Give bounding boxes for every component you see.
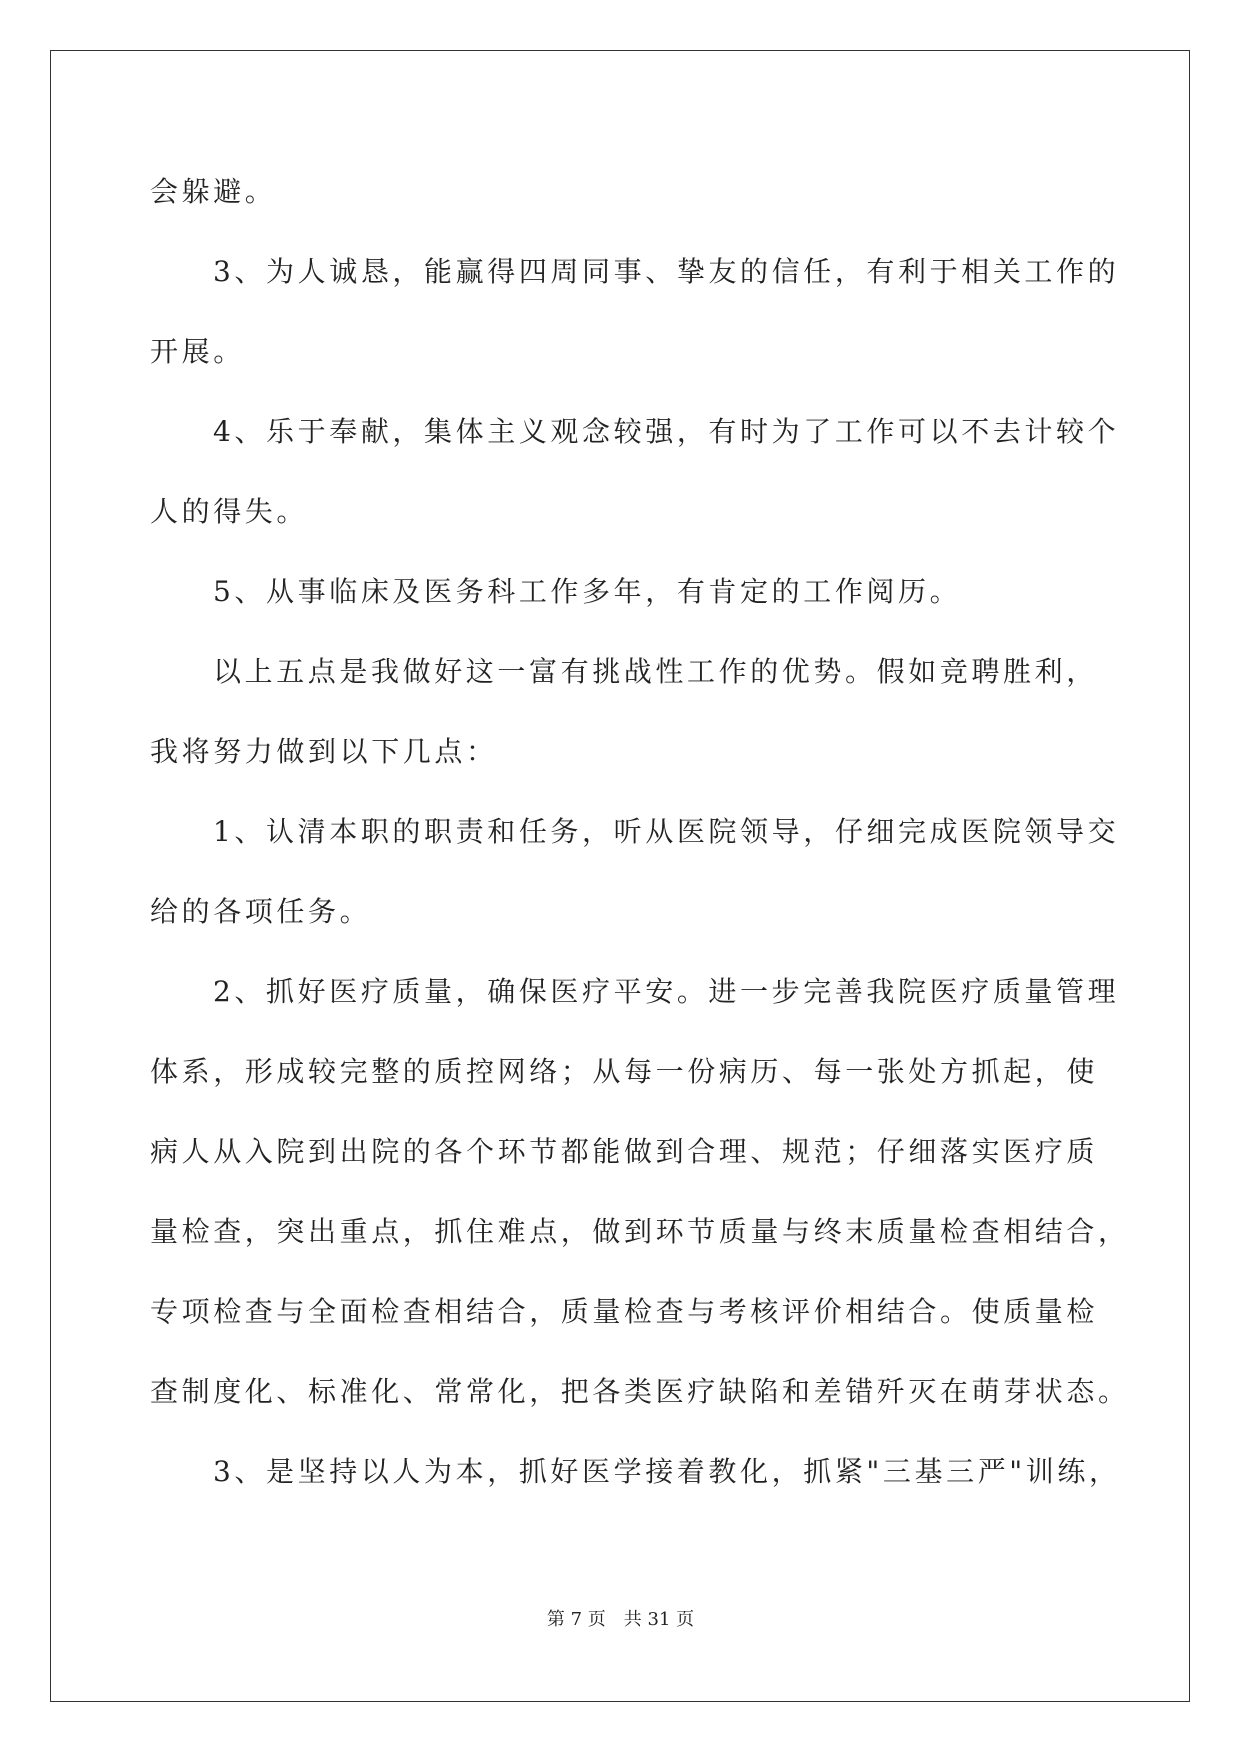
page-footer xyxy=(0,1605,1241,1631)
text-line: 我将努力做到以下几点： xyxy=(150,735,498,768)
document-body xyxy=(150,152,1130,1512)
text-line: 开展。 xyxy=(150,335,245,368)
text-line: 1、认清本职的职责和任务，听从医院领导，仔细完成医院领导交 xyxy=(213,815,1120,848)
text-line: 5、从事临床及医务科工作多年，有肯定的工作阅历。 xyxy=(213,575,962,608)
text-line: 以上五点是我做好这一富有挑战性工作的优势。假如竞聘胜利， xyxy=(213,655,1098,688)
page-number: 第 7 页 共 31 页 xyxy=(546,1609,695,1630)
text-line: 会躲避。 xyxy=(150,175,277,208)
text-line: 3、为人诚恳，能赢得四周同事、挚友的信任，有利于相关工作的 xyxy=(213,255,1120,288)
text-line: 给的各项任务。 xyxy=(150,895,372,928)
text-line: 病人从入院到出院的各个环节都能做到合理、规范；仔细落实医疗质 xyxy=(150,1135,1099,1168)
text-line: 量检查，突出重点，抓住难点，做到环节质量与终末质量检查相结合， xyxy=(150,1215,1130,1248)
text-line: 查制度化、标准化、常常化，把各类医疗缺陷和差错歼灭在萌芽状态。 xyxy=(150,1375,1130,1408)
text-line: 2、抓好医疗质量，确保医疗平安。进一步完善我院医疗质量管理 xyxy=(213,975,1120,1008)
text-line: 专项检查与全面检查相结合，质量检查与考核评价相结合。使质量检 xyxy=(150,1295,1099,1328)
text-line: 4、乐于奉献，集体主义观念较强，有时为了工作可以不去计较个 xyxy=(213,415,1120,448)
text-line: 体系，形成较完整的质控网络；从每一份病历、每一张处方抓起，使 xyxy=(150,1055,1099,1088)
text-line: 人的得失。 xyxy=(150,495,309,528)
text-line: 3、是坚持以人为本，抓好医学接着教化，抓紧"三基三严"训练， xyxy=(213,1455,1121,1488)
